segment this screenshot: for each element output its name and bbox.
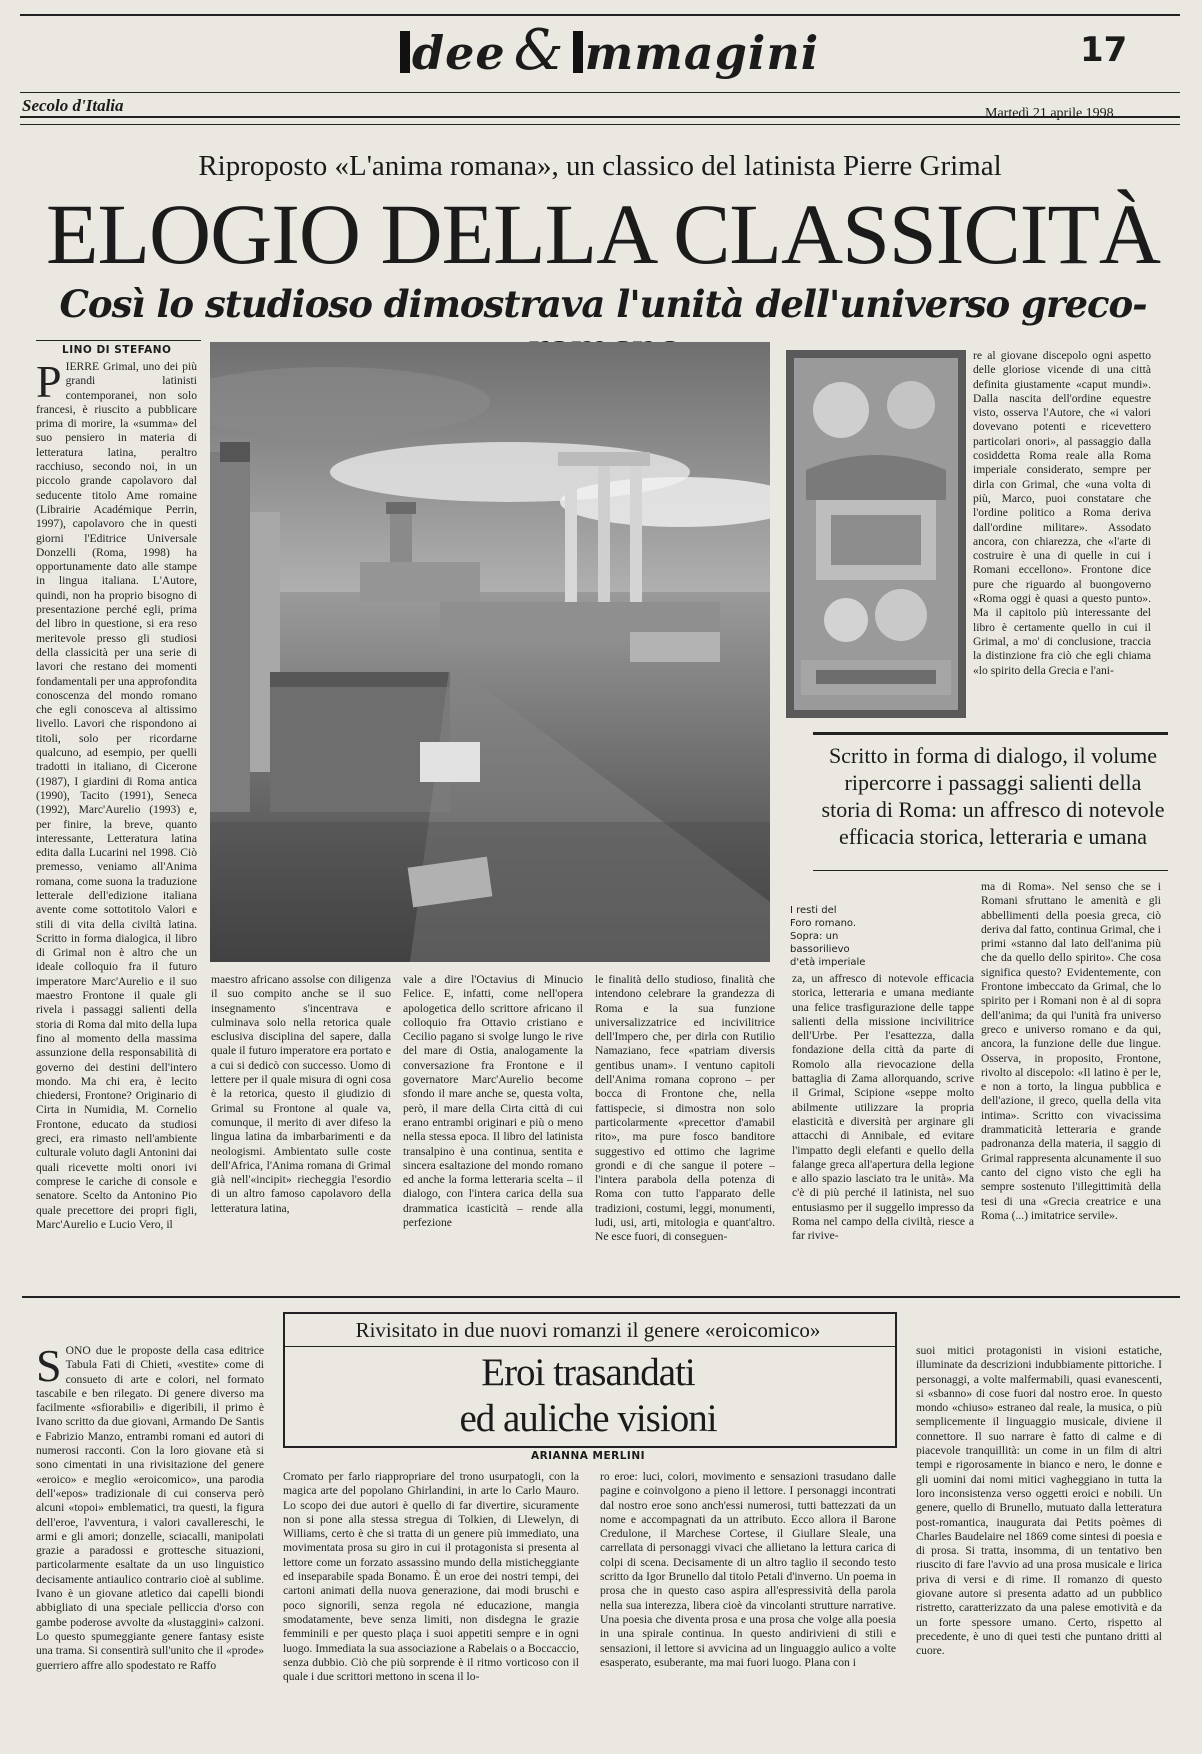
pull-quote-rule-bottom [813,870,1168,871]
section-bar-1 [400,31,410,73]
pull-quote-rule-top [813,732,1168,735]
article-column-2: maestro africano assolse con diligenza il suo compito anche se il suo insegnamento s'incentrava e culminava solo nella retorica quale esclusiva disciplina del sapere, dalla quale il futuro imperatore era portato e a cui si dedicò con successo. Uomo di lettere per il quale misura di ogni cosa è la retorica, questo il giudizio di Grimal su Frontone al quale va, comunque, il merito di aver difeso la lingua latina da imbarbarimenti e da neologismi. Ambientato sulle coste dell'Africa, l'Anima romana di Grimal già nell'«incipit» riecheggia l'esordio di un altro famoso capolavoro della letteratura latina, [211,973,391,1215]
article-column-right-top: re al giovane discepolo ogni aspetto delle gloriose vicende di una città definita giustamente «caput mundi». Dalla nascita dell'ordine equestre visto, osserva l'Autore, che «i valori dovevano potenti e ricevettero particolari onori», al passaggio dalla cosiddetta Roma reale alla Roma imperiale considerato, sempre per dirla con Grimal, che «una volta di più, Marco, puoi constatare che l'ordine politico a Roma deriva dall'ordine militare». Assodato ancora, con chiarezza, che «l'arte di costruire è una di quelle in cui i Romani eccellono». Frontone dice pure che riguardo al buongoverno «Roma oggi è quasi a questo punto». Ma il capitolo più interessante del libro è certamente quello in cui il Grimal, a mo' di conclusione, traccia la distinzione fra ciò che egli chiama «lo spirito della Grecia e l'ani- [973,349,1151,677]
masthead-rule-3 [20,124,1180,125]
caption-line-3: Sopra: un bassorilievo [790,931,850,955]
photo-caption [790,904,900,969]
article2-column-1 [36,1344,264,1742]
article2-column-3: ro eroe: luci, colori, movimento e sensazioni trasudano dalle pagine e coinvolgono a pieno il lettore. I personaggi incontrati dal nostro eroe sono anch'essi numerosi, tutti battezzati da un nome e accompagnati da un attributo. Ecco allora il Barone Credulone, il Marchese Cortese, il Giullare Sleale, una carrellata di personaggi vivaci che allietano la lettura carica di colpi di scena. Decisamente di un altro taglio il secondo testo scritto da Igor Brunello dal titolo Petali d'inverno. Un poema in prosa che in questo caso aspira all'espressività della parola nella sua interezza, libera cioè da vincolanti strutture narrative. Una poesia che diventa prosa e una prosa che volge alla poesia in una spirale continua. In questo andirivieni di stili e sensazioni, il lettore si avvicina ad un linguaggio aulico a volte esasperato, esuberante, ma mai fuori luogo. Plana con i [600,1470,896,1669]
byline-rule [36,340,201,341]
article2-column-1-text: ONO due le proposte della casa editrice Tabula Fati di Chieti, «vestite» come di consueto di arte e colori, nel formato tascabile e ben rilegato. Di genere diverso ma facilmente «sfiorabili» e digeribili, il primo è Ivano scritto da due giovani, Armando De Santis e Fabrizio Manzo, entrambi romani ed autori di numerosi racconti. Con la loro giovane età si sono cimentati in una rivisitazione del genere «eroico» e meglio «eroicomico», una parodia dell'«epos» tradizionale di cui conserva però alcuni «topoi» emblematici, tra questi, la figura dell'eroe, l'avventura, i valori cavallereschi, le armi e gli amori; donzelle, sciacalli, manipolati grazie a paradossi e grottesche situazioni, particolarmente esaltate da un uso linguistico decisamente antiaulico contrario cioè al sublime. Ivano è un giovane atletico dai capelli biondi abbigliato di una speciale pelliccia d'orso con gambe poderose avvolte da «lustaggini» calzoni. Lo questo spumeggiante genere fantasy esiste una trama. Si consentirà sull'unito che il «prode» guerriero affre allo spodestato re Raffo [36,1344,264,1672]
article-column-6: ma di Roma». Nel senso che se i Romani sfruttano le amenità e gli abbellimenti della poesia greca, ciò deriva dal fatto, continua Grimal, che i primi «stanno dal lato dell'anima più che da quello dello spirito». Che cosa significa questo? Evidentemente, con Frontone imbeccato da Grimal, che lo spirito per i Romani non è al di sopra dell'anima; da qui l'unità fra universo greco e universo romano e da qui, ancora, la funzione delle due lingue. Osserva, in proposito, Frontone, rivolto al discepolo: «Il latino è per le, e non a torto, la lingua pubblica e dell'azione, il greco, quella della vita intima». Scritto con vivacissima drammaticità letteraria e grande padronanza della materia, il saggio di Grimal rappresenta alcunamente il suo canto del cigno visto che egli ha sempre sostenuto l'illegittimità della tesi di una «Grecia creatrice e una Roma (...) imitatrice servile». [981,880,1161,1222]
drop-cap: P [36,360,62,407]
section-title [400,18,819,83]
article2-headline-line-2: ed auliche visioni [459,1397,717,1440]
masthead-rule [20,92,1180,93]
article-headline: ELOGIO DELLA CLASSICITÀ [45,186,1161,282]
relief-illustration [786,350,966,718]
issue-date: Martedì 21 aprile 1998 [985,106,1114,121]
article2-column-2: Cromato per farlo riappropriare del trono usurpatogli, con la magica arte del popolano Ghirlandini, in arte lo Carlo Mauro. Lo scopo dei due autori è quello di far divertire, sicuramente non si pone alla stessa stregua di Tolkien, di Llewelyn, di Williams, certo è che si tratta di un genere più immediato, una movimentata prosa su giro in cui il protagonista si presenta al lettore come un forzato assassino mundo della misticheggiante ed inseparabile spada Bonamo. È un eroe dei nostri tempi, dei cartoni animati della nuova generazione, dai modi bruschi e poco signorili, senza regola né educazione, mangia smodatamente, beve senza limiti, non disdegna le grazie femminili e per questo plaça i suoi appetiti sempre e in ogni luogo. Immediata la sua associazione a Rabelais o a Boccaccio, senza dubbio. Ciò che più sorprende è il ritmo vorticoso con il quale i due scrittori mettono in scena il lo- [283,1470,579,1684]
article2-drop-cap: S [36,1344,62,1391]
section-bar-2 [573,31,583,73]
pull-quote: Scritto in forma di dialogo, il volume ripercorre i passaggi salienti della storia di Roma: un affresco di notevole efficacia storica, letteraria e umana [821,743,1165,849]
article-column-4: le finalità dello studioso, finalità che intendono celebrare la grandezza di Roma e la sua funzione universalizzatrice ed incivilitrice dell'Impero che, per dirla con Rutilio Namaziano, fece «patriam diversis gentibus unam». I ventuno capitoli dell'Anima romana coprono – per bocca di Frontone che, nella fattispecie, si dimostra non solo particolarmente «precettor d'amabil rito», ma pure fosco banditore suggestivo ed ottimo che lagrime grondi e di che sangue il potere – l'intera parabola della potenza di Roma con tutto l'apparato delle tradizioni, costumi, leggi, monumenti, ludi, usi, arti, mitologia e quant'altro. Ne esce fuori, di conseguen- [595,973,775,1244]
article2-byline: ARIANNA MERLINI [530,1450,646,1462]
section-first: dee [412,26,506,80]
article2-headline [283,1350,893,1442]
article-kicker: Riproposto «L'anima romana», un classico del latinista Pierre Grimal [198,150,1002,182]
article-byline: LINO DI STEFANO [62,344,172,356]
section-amp: & [513,18,565,83]
caption-line-1: I resti del [790,905,837,916]
article2-kicker-rule [283,1346,897,1347]
top-rule [20,14,1180,16]
forum-illustration [210,342,770,962]
article-column-3: vale a dire l'Octavius di Minucio Felice. E, infatti, come nell'opera apologetica dello scrittore africano il colloquio fra Ottavio cristiano e Cecilio pagano si svolge lungo le rive del mare di Ostia, analogamente la conversazione fra Frontone e il governatore Marc'Aurelio become sfondo il mare anche se, questa volta, però, il mare della Cirta città di cui erano entrambi originari e più o meno nella stessa epoca. Il libro del latinista transalpino è una continua, sentita e sincera esaltazione del mondo romano ed anche la forma letteraria scelta – il dialogo, con l'intera carica della sua drammatica icasticità – rende alla perfezione [403,973,583,1230]
section-second: mmagini [584,26,820,80]
article-column-1 [36,360,197,1300]
article2-headline-line-1: Eroi trasandati [481,1351,695,1394]
article2-kicker: Rivisitato in due nuovi romanzi il genere «eroicomico» [355,1318,821,1342]
caption-line-4: d'età imperiale [790,957,866,968]
article-separator [22,1296,1180,1298]
newspaper-name: Secolo d'Italia [22,96,124,115]
article-column-5: za, un affresco di notevole efficacia storica, letteraria e umana mediante una felice trasfigurazione delle tappe salienti della missione incivilitrice dell'Urbe. Per l'esattezza, dalla fondazione della città da parte di Romolo alla rievocazione della battaglia di Zama allorquando, scrive il Grimal, Scipione «seppe molto abilmente utilizzare la propria elasticità e diversità per arginare gli attacchi di Annibale, ed evitare l'impatto degli elefanti e quello della falange greca all'apertura della legione e allo spazio lasciato tra le unità». Ma c'è di più perché il latinista, nel suo entusiasmo per il suggello impresso da Roma nel campo della civiltà, riesce a far rivive- [792,972,974,1243]
article2-column-4: suoi mitici protagonisti in visioni estatiche, illuminate da descrizioni indubbiamente pittoriche. I personaggi, a volte malfermabili, quasi evanescenti, si «sbanno» di cose fuori dal nostro eroe. In questo mondo «chiuso» estraneo dal reale, la musica, o più semplicemente il linguaggio musicale, diviene il connettore. Il suo narrare è fatto di calme e di piacevole tranquillità: un come in un film di altri tempi e rigorosamente in bianco e nero, le donne e gli uomini dai nomi mitici vagheggiano in tutta la loro inconsistenza verso oggetti eroici e nobili. Un genere, quello di Brunello, mutuato dalla letteratura post-romantica, inaugurata dai Petits poèmes di Charles Baudelaire nel 1869 come sintesi di poesia e di prosa. Si tratta, insomma, di un tentativo ben riuscito di fare l'avvio ad una prosa musicale e lirica priva di versi e di rime. Il romanzo di questo giovane autore si presenta adatto ad un pubblico ristretto, caratterizzato da una palese emotività e da un forte spessore umano. Certo, rispetto al precedente, è uno di quei testi che puntano dritti al cuore. [916,1344,1162,1658]
caption-line-2: Foro romano. [790,918,857,929]
article-subheadline: Così lo studioso dimostrava l'unità dell'universo greco- [59,282,1147,326]
column-1-text: IERRE Grimal, uno dei più grandi latinisti contemporanei, non solo francesi, è riuscito a pubblicare prima di morire, la «summa» del suo pensiero in materia di letteratura latina, peraltro racchiuso, secondo noi, in un piccolo grande capolavoro dal seducente titolo Ame romaine (Librairie Académique Perrin, 1997), capolavoro che in questi giorni l'Editrice Universale Donzelli (Roma, 1998) ha opportunamente dato alle stampe in lingua italiana. L'Autore, quindi, non ha proprio bisogno di presentazione perché egli, prima del libro in questione, si era reso meritevole presso gli studiosi della classicità per una serie di lavori che restano dei momenti fondamentali per una approfondita conoscenza del mondo romano che egli conosceva al altissimo livello. Lavori che rispondono ai titoli, solo per ricordarne qualcuno, ad esempio, per quelli tradotti in italiano, di Cicerone (1987), I giardini di Roma antica (1990), Tacito (1991), Seneca (1992), Marc'Aurelio (1993) e, per finire, la breve, quanto interessante, Letteratura latina edita dalla Lucarini nel 1998. Ciò premesso, veniamo all'Anima romana, come suona la traduzione letterale dell'edizione italiana avente come sottotitolo Valori e stili di vita della civiltà latina. Scritto in forma dialogica, il libro di Grimal non è altro che un ideale colloquio fra il futuro imperatore Marc'Aurelio e il suo maestro Frontone il quale gli rivela i passaggi salienti della storia di Roma dal mito della lupa fino al momento della massima assunzione della responsabilità di governo dei destini dell'intero mondo. Ma chi era, è lecito chiedersi, Frontone? Originario di Cirta in Numidia, M. Cornelio Frontone, educato da studiosi greci, era rimasto nell'ambiente culturale voluto dagli Antonini dai quali ricevette molti onori ivi comprese le cariche di console e senatore. Scelto da Antonino Pio quale precettore dei propri figli, Marc'Aurelio e Lucio Vero, il [36,360,197,1231]
page-number: 17 [1080,30,1128,70]
forum-photo [210,342,770,962]
relief-photo [786,350,966,718]
